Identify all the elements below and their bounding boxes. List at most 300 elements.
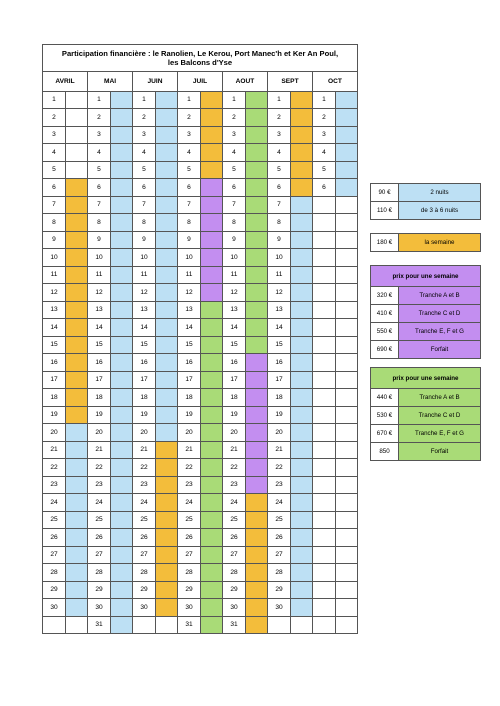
day-color-cell [66,371,88,389]
table-row [43,301,358,319]
day-number: 3 [223,126,246,144]
day-number: 29 [223,581,246,599]
day-number: 20 [133,424,156,442]
day-number: 2 [313,109,336,127]
day-color-cell [66,126,88,144]
day-number: 4 [313,144,336,162]
empty-cell [336,266,358,284]
day-color-cell [246,529,268,547]
day-color-cell [156,564,178,582]
day-number: 12 [223,284,246,302]
day-number: 17 [178,371,201,389]
day-number: 23 [88,476,111,494]
table-row [43,599,358,617]
empty-cell [336,371,358,389]
day-number: 14 [178,319,201,337]
empty-cell [313,441,336,459]
day-color-cell [111,144,133,162]
day-color-cell [156,161,178,179]
day-color-cell [156,494,178,512]
day-color-cell [66,196,88,214]
day-number: 2 [178,109,201,127]
legend-row [371,425,481,443]
day-color-cell [246,249,268,267]
day-number: 2 [133,109,156,127]
day-number: 17 [223,371,246,389]
day-color-cell [291,284,313,302]
month-header-juin: JUIN [133,72,178,92]
day-number: 27 [88,546,111,564]
empty-cell [268,616,291,634]
day-number: 9 [43,231,66,249]
day-number: 29 [178,581,201,599]
day-number: 4 [133,144,156,162]
day-color-cell [111,371,133,389]
day-color-cell [246,546,268,564]
day-number: 2 [43,109,66,127]
day-number: 14 [268,319,291,337]
day-number: 6 [223,179,246,197]
day-number: 6 [43,179,66,197]
day-color-cell [66,266,88,284]
day-number: 4 [43,144,66,162]
day-number: 11 [223,266,246,284]
day-number: 19 [268,406,291,424]
day-color-cell [156,354,178,372]
empty-cell [313,389,336,407]
day-color-cell [291,371,313,389]
day-number: 6 [88,179,111,197]
calendar-title [43,45,358,72]
legend-price: 90 € [371,184,399,202]
legend-price: 180 € [371,234,399,252]
month-header-juil: JUIL [178,72,223,92]
day-color-cell [156,109,178,127]
day-number: 27 [43,546,66,564]
table-row [43,319,358,337]
day-number: 17 [268,371,291,389]
legend-price: 440 € [371,389,399,407]
empty-cell [313,546,336,564]
day-number: 5 [223,161,246,179]
empty-cell [336,441,358,459]
day-number: 18 [178,389,201,407]
day-number: 8 [133,214,156,232]
day-number: 8 [43,214,66,232]
empty-cell [336,354,358,372]
day-color-cell [111,616,133,634]
day-color-cell [66,91,88,109]
day-number: 6 [313,179,336,197]
day-color-cell [201,319,223,337]
day-color-cell [111,336,133,354]
day-color-cell [201,231,223,249]
day-color-cell [66,109,88,127]
day-color-cell [291,249,313,267]
day-color-cell [246,354,268,372]
day-color-cell [246,126,268,144]
day-color-cell [246,459,268,477]
day-color-cell [201,406,223,424]
table-row [43,511,358,529]
day-color-cell [291,301,313,319]
day-number: 27 [268,546,291,564]
table-row [43,529,358,547]
empty-cell [336,599,358,617]
day-number: 28 [178,564,201,582]
day-color-cell [156,476,178,494]
day-number: 25 [133,511,156,529]
day-number: 8 [88,214,111,232]
table-row [43,284,358,302]
day-number: 20 [88,424,111,442]
day-color-cell [111,161,133,179]
day-color-cell [291,389,313,407]
empty-cell [313,196,336,214]
day-color-cell [291,196,313,214]
table-row [43,389,358,407]
day-color-cell [291,231,313,249]
day-number: 27 [133,546,156,564]
day-number: 24 [133,494,156,512]
legend-price: 550 € [371,323,399,341]
empty-cell [313,511,336,529]
day-color-cell [291,476,313,494]
day-color-cell [66,161,88,179]
day-color-cell [246,476,268,494]
empty-cell [336,424,358,442]
day-number: 18 [268,389,291,407]
day-number: 3 [178,126,201,144]
day-color-cell [201,126,223,144]
day-color-cell [291,459,313,477]
day-number: 7 [268,196,291,214]
day-color-cell [66,406,88,424]
day-color-cell [291,91,313,109]
day-number: 2 [268,109,291,127]
table-row [43,564,358,582]
day-color-cell [201,459,223,477]
day-number: 15 [178,336,201,354]
day-number: 21 [268,441,291,459]
empty-cell [336,511,358,529]
day-color-cell [156,511,178,529]
day-number: 23 [223,476,246,494]
day-number: 7 [223,196,246,214]
day-number: 29 [43,581,66,599]
day-color-cell [336,126,358,144]
day-number: 14 [133,319,156,337]
day-number: 13 [43,301,66,319]
day-color-cell [111,424,133,442]
empty-cell [313,581,336,599]
legend-label: Forfait [399,341,481,359]
day-number: 26 [43,529,66,547]
day-number: 9 [268,231,291,249]
day-number: 15 [43,336,66,354]
day-number: 13 [178,301,201,319]
day-number: 3 [133,126,156,144]
day-color-cell [201,179,223,197]
title-line-2: les Balcons d'Yse [167,58,233,67]
day-number: 9 [88,231,111,249]
day-number: 5 [43,161,66,179]
day-number: 28 [133,564,156,582]
day-number: 27 [178,546,201,564]
day-color-cell [246,336,268,354]
legend-purple-table [370,265,481,359]
empty-cell [336,459,358,477]
day-color-cell [111,249,133,267]
day-color-cell [111,546,133,564]
day-color-cell [201,599,223,617]
day-number: 22 [268,459,291,477]
day-color-cell [291,214,313,232]
legend-row [371,389,481,407]
legend-price: 690 € [371,341,399,359]
day-color-cell [111,354,133,372]
day-number: 19 [223,406,246,424]
day-number: 25 [43,511,66,529]
table-row [43,109,358,127]
day-color-cell [246,371,268,389]
day-number: 6 [268,179,291,197]
empty-cell [313,284,336,302]
day-number: 24 [88,494,111,512]
day-color-cell [66,494,88,512]
day-color-cell [66,336,88,354]
day-color-cell [156,441,178,459]
day-color-cell [111,511,133,529]
calendar-body [43,91,358,634]
day-number: 10 [268,249,291,267]
day-number: 11 [88,266,111,284]
table-row [43,371,358,389]
day-color-cell [246,441,268,459]
day-color-cell [291,161,313,179]
day-number: 8 [268,214,291,232]
day-number: 4 [223,144,246,162]
day-color-cell [291,406,313,424]
table-row [43,266,358,284]
day-number: 20 [268,424,291,442]
legend-header: prix pour une semaine [371,368,481,389]
empty-cell [313,529,336,547]
day-number: 16 [178,354,201,372]
empty-cell [336,336,358,354]
day-color-cell [66,389,88,407]
table-row [43,546,358,564]
empty-cell [313,564,336,582]
day-number: 25 [268,511,291,529]
day-color-cell [291,319,313,337]
table-row [43,336,358,354]
legend-orange-table [370,233,481,252]
day-color-cell [111,196,133,214]
day-number: 5 [88,161,111,179]
day-number: 25 [178,511,201,529]
day-color-cell [156,284,178,302]
legend-green-table [370,367,481,461]
day-color-cell [156,249,178,267]
day-number: 5 [178,161,201,179]
legend-price: 110 € [371,202,399,220]
day-color-cell [111,231,133,249]
day-color-cell [66,354,88,372]
empty-cell [313,266,336,284]
legend-label: de 3 à 6 nuits [399,202,481,220]
table-row [43,494,358,512]
day-number: 23 [133,476,156,494]
day-color-cell [246,196,268,214]
day-number: 1 [223,91,246,109]
table-row [43,196,358,214]
day-color-cell [201,214,223,232]
day-number: 7 [88,196,111,214]
day-color-cell [201,441,223,459]
day-number: 29 [88,581,111,599]
day-number: 11 [43,266,66,284]
day-color-cell [291,126,313,144]
day-color-cell [111,91,133,109]
day-number: 30 [43,599,66,617]
day-color-cell [246,109,268,127]
day-number: 5 [133,161,156,179]
day-color-cell [66,214,88,232]
day-color-cell [201,284,223,302]
day-color-cell [156,196,178,214]
day-number: 23 [43,476,66,494]
day-number: 26 [178,529,201,547]
month-header-sept: SEPT [268,72,313,92]
empty-cell [313,424,336,442]
table-row [43,231,358,249]
day-color-cell [291,109,313,127]
day-color-cell [111,126,133,144]
day-number: 25 [88,511,111,529]
empty-cell [336,231,358,249]
day-color-cell [156,529,178,547]
day-color-cell [291,179,313,197]
empty-cell [313,599,336,617]
table-row [43,179,358,197]
day-color-cell [246,231,268,249]
day-color-cell [246,214,268,232]
day-number: 22 [178,459,201,477]
day-number: 4 [268,144,291,162]
empty-cell [336,249,358,267]
day-number: 22 [223,459,246,477]
title-line-1: Participation financière : le Ranolien, Le Kerou, Port Manec'h et Ker An Poul, [61,48,339,58]
day-number: 10 [223,249,246,267]
day-number: 4 [178,144,201,162]
day-number: 16 [223,354,246,372]
day-number: 3 [88,126,111,144]
day-color-cell [111,494,133,512]
day-number: 6 [133,179,156,197]
legend-row [371,287,481,305]
day-number: 11 [178,266,201,284]
day-color-cell [246,494,268,512]
day-color-cell [66,231,88,249]
legend-blue-table [370,183,481,220]
day-color-cell [156,581,178,599]
day-number: 1 [178,91,201,109]
day-color-cell [156,144,178,162]
day-number: 1 [88,91,111,109]
day-number: 15 [268,336,291,354]
day-number: 31 [178,616,201,634]
day-number: 26 [268,529,291,547]
day-number: 26 [88,529,111,547]
legend-label: la semaine [399,234,481,252]
day-number: 2 [88,109,111,127]
table-row [43,354,358,372]
day-color-cell [111,476,133,494]
day-number: 21 [178,441,201,459]
empty-cell [336,529,358,547]
day-number: 23 [178,476,201,494]
table-row [43,214,358,232]
day-number: 9 [223,231,246,249]
day-number: 28 [268,564,291,582]
day-number: 30 [133,599,156,617]
day-color-cell [201,476,223,494]
day-number: 1 [313,91,336,109]
table-row [43,161,358,179]
table-row [43,126,358,144]
day-color-cell [201,301,223,319]
day-color-cell [156,599,178,617]
day-number: 13 [268,301,291,319]
day-color-cell [291,546,313,564]
table-row [43,441,358,459]
day-color-cell [156,231,178,249]
day-color-cell [156,214,178,232]
day-number: 28 [88,564,111,582]
day-number: 14 [88,319,111,337]
day-color-cell [201,91,223,109]
day-number: 7 [43,196,66,214]
empty-cell [336,406,358,424]
day-color-cell [156,459,178,477]
day-color-cell [291,511,313,529]
day-number: 29 [268,581,291,599]
day-color-cell [201,371,223,389]
day-number: 8 [178,214,201,232]
empty-cell [336,319,358,337]
month-header-aout: AOUT [223,72,268,92]
legend-price: 320 € [371,287,399,305]
day-color-cell [111,284,133,302]
day-color-cell [201,424,223,442]
empty-cell [336,616,358,634]
day-color-cell [201,616,223,634]
day-color-cell [66,441,88,459]
day-color-cell [246,389,268,407]
day-number: 12 [43,284,66,302]
day-number: 26 [223,529,246,547]
day-color-cell [66,284,88,302]
day-color-cell [246,319,268,337]
day-number: 21 [133,441,156,459]
day-color-cell [66,529,88,547]
day-color-cell [246,599,268,617]
day-color-cell [291,599,313,617]
day-number: 2 [223,109,246,127]
day-number: 22 [88,459,111,477]
empty-cell [66,616,88,634]
